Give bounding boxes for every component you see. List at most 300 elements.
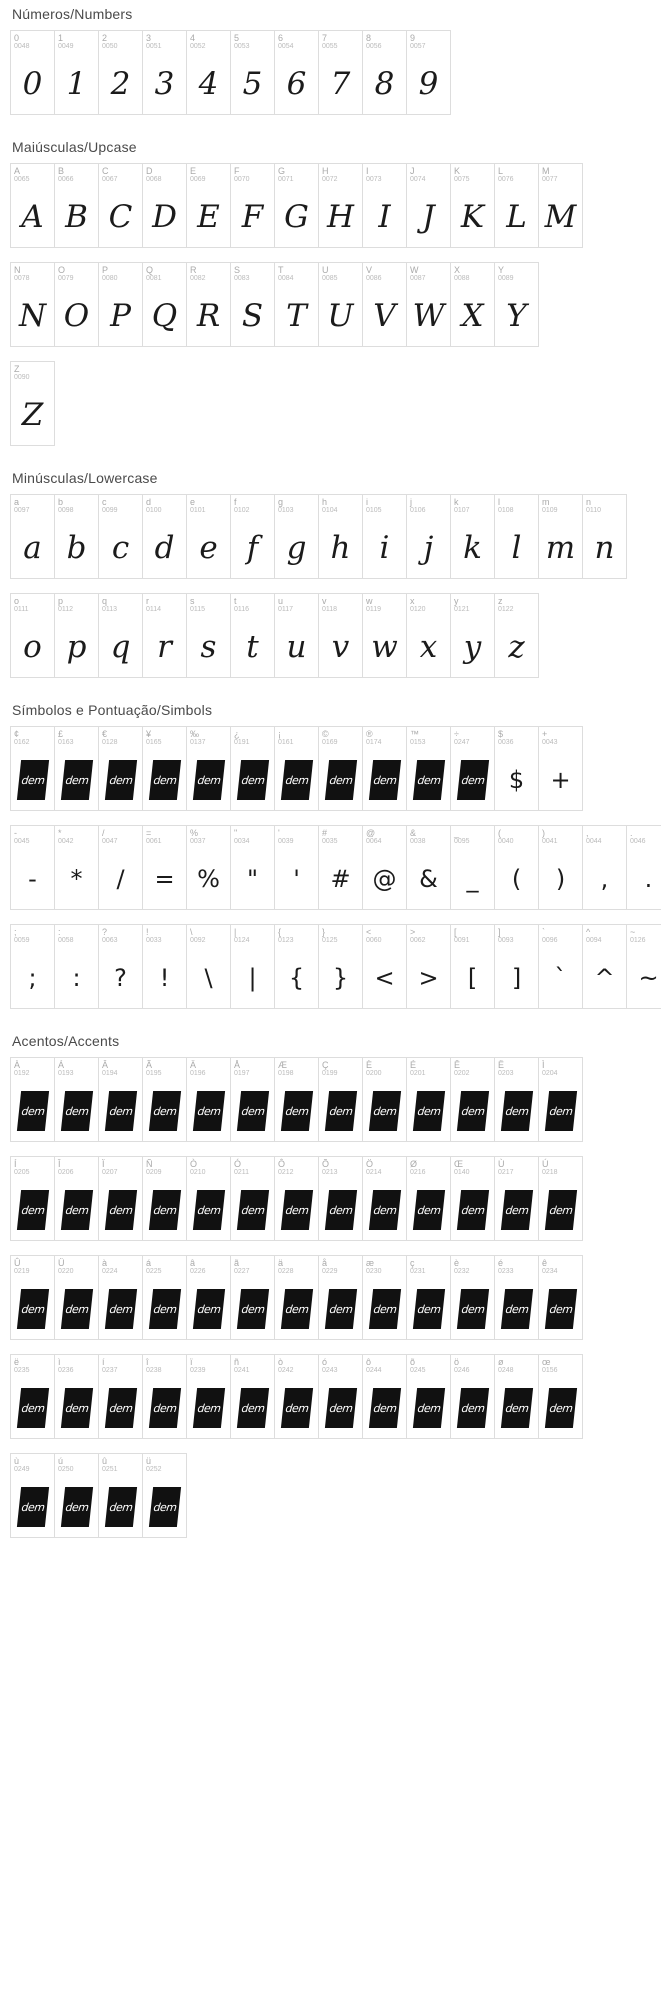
glyph-code-label: 0231: [410, 1268, 426, 1275]
glyph-cell[interactable]: [55, 495, 99, 579]
glyph-cell[interactable]: [99, 1454, 143, 1538]
glyph-cell[interactable]: [231, 1157, 275, 1241]
glyph-cell[interactable]: [187, 495, 231, 579]
notdef-box: dem: [544, 1091, 576, 1131]
glyph-cell[interactable]: [55, 1157, 99, 1241]
glyph-char-label: d: [146, 497, 152, 507]
glyph-cell[interactable]: [495, 1157, 539, 1241]
glyph-char-label: ®: [366, 729, 373, 739]
missing-glyph: [319, 753, 362, 807]
missing-glyph: [319, 1381, 362, 1435]
glyph-cell[interactable]: [363, 31, 407, 115]
glyph-cell[interactable]: [275, 31, 319, 115]
notdef-box: dem: [544, 1190, 576, 1230]
glyph-char-label: Ì: [542, 1060, 545, 1070]
glyph-code-label: 0110: [586, 507, 602, 514]
glyph-cell[interactable]: [99, 727, 143, 811]
glyph-cell[interactable]: [143, 31, 187, 115]
glyph-code-label: 0048: [14, 43, 30, 50]
glyph-preview: V: [373, 297, 396, 334]
glyph-cell[interactable]: [363, 164, 407, 248]
glyph-char-label: ;: [14, 927, 17, 937]
glyph-cell[interactable]: [495, 594, 539, 678]
glyph-code-label: 0093: [498, 937, 514, 944]
glyph-cell[interactable]: [451, 1157, 495, 1241]
glyph-cell[interactable]: [319, 31, 363, 115]
glyph-code-label: 0072: [322, 176, 338, 183]
glyph-cell[interactable]: [363, 1157, 407, 1241]
glyph-preview: D: [152, 198, 177, 235]
glyph-cell[interactable]: [451, 495, 495, 579]
glyph-cell[interactable]: [99, 495, 143, 579]
glyph-cell[interactable]: [11, 495, 55, 579]
glyph-cell[interactable]: [407, 1355, 451, 1439]
glyph-cell[interactable]: [231, 925, 275, 1009]
notdef-box: dem: [324, 1289, 356, 1329]
glyph-cell[interactable]: [231, 727, 275, 811]
glyph-cell[interactable]: [275, 925, 319, 1009]
glyph-cell[interactable]: [539, 164, 583, 248]
notdef-box: dem: [60, 760, 92, 800]
glyph-cell[interactable]: [495, 1058, 539, 1142]
notdef-box: dem: [104, 1190, 136, 1230]
glyph-char-label: 5: [234, 33, 240, 43]
glyph-preview: z: [508, 628, 525, 665]
glyph-cell[interactable]: [451, 164, 495, 248]
glyph-cell[interactable]: [451, 1256, 495, 1340]
glyph-cell[interactable]: [363, 925, 407, 1009]
glyph-cell[interactable]: [99, 1256, 143, 1340]
glyph-cell[interactable]: [451, 263, 495, 347]
glyph-cell[interactable]: [539, 826, 583, 910]
glyph-char-label: +: [542, 729, 548, 739]
glyph-cell[interactable]: [451, 826, 495, 910]
glyph-preview: 6: [286, 65, 307, 102]
glyph-code-label: 0042: [58, 838, 74, 845]
glyph-cell[interactable]: [55, 1058, 99, 1142]
glyph-cell[interactable]: [407, 1157, 451, 1241]
glyph-cell[interactable]: [451, 594, 495, 678]
glyph-code-label: 0116: [234, 606, 250, 613]
glyph-code-label: 0120: [410, 606, 426, 613]
glyph-cell[interactable]: [275, 495, 319, 579]
glyph-cell[interactable]: [231, 263, 275, 347]
glyph-cell[interactable]: [55, 164, 99, 248]
notdef-box: dem: [412, 1388, 444, 1428]
glyph-cell[interactable]: [319, 925, 363, 1009]
missing-glyph: [143, 753, 186, 807]
missing-glyph: [539, 1183, 582, 1237]
glyph-cell[interactable]: [99, 925, 143, 1009]
glyph-cell[interactable]: [407, 594, 451, 678]
glyph-cell[interactable]: [231, 826, 275, 910]
glyph-cell[interactable]: [187, 31, 231, 115]
glyph-char-label: c: [102, 497, 107, 507]
glyph-cell[interactable]: [11, 1058, 55, 1142]
glyph-cell[interactable]: [187, 826, 231, 910]
glyph-cell[interactable]: [407, 925, 451, 1009]
glyph-char-label: W: [410, 265, 419, 275]
glyph-code-label: 0250: [58, 1466, 74, 1473]
glyph-cell[interactable]: [55, 826, 99, 910]
glyph-cell[interactable]: [539, 1256, 583, 1340]
notdef-box: dem: [412, 760, 444, 800]
glyph-cell[interactable]: [407, 727, 451, 811]
glyph-cell[interactable]: [11, 826, 55, 910]
glyph-char-label: ì: [58, 1357, 61, 1367]
notdef-box: dem: [412, 1091, 444, 1131]
glyph-char-label: ': [278, 828, 280, 838]
glyph-code-label: 0109: [542, 507, 558, 514]
glyph-cell[interactable]: [363, 1256, 407, 1340]
glyph-code-label: 0124: [234, 937, 250, 944]
glyph-cell[interactable]: [55, 1256, 99, 1340]
glyph-cell[interactable]: [319, 826, 363, 910]
glyph-row-accents-4: [10, 1354, 583, 1439]
glyph-row-uppercase-3: [10, 361, 55, 446]
glyph-code-label: 0230: [366, 1268, 382, 1275]
glyph-cell[interactable]: [319, 1355, 363, 1439]
notdef-box: dem: [236, 1289, 268, 1329]
glyph-code-label: 0122: [498, 606, 514, 613]
glyph-preview: a: [23, 529, 42, 566]
glyph-cell[interactable]: [187, 1355, 231, 1439]
glyph-cell[interactable]: [275, 164, 319, 248]
glyph-code-label: 0107: [454, 507, 470, 514]
glyph-cell[interactable]: [11, 1256, 55, 1340]
glyph-cell[interactable]: [583, 925, 627, 1009]
glyph-char-label: J: [410, 166, 415, 176]
glyph-cell[interactable]: [231, 495, 275, 579]
glyph-code-label: 0206: [58, 1169, 74, 1176]
glyph-cell[interactable]: [319, 1058, 363, 1142]
missing-glyph: [55, 1282, 98, 1336]
glyph-preview: W: [412, 297, 445, 334]
glyph-char-label: /: [102, 828, 105, 838]
glyph-preview: L: [506, 198, 527, 235]
glyph-char-label: V: [366, 265, 373, 275]
glyph-cell[interactable]: [143, 594, 187, 678]
notdef-box: dem: [456, 1388, 488, 1428]
glyph-cell[interactable]: [143, 1157, 187, 1241]
glyph-cell[interactable]: [55, 263, 99, 347]
glyph-char-label: ©: [322, 729, 329, 739]
glyph-code-label: 0236: [58, 1367, 74, 1374]
glyph-cell[interactable]: [99, 263, 143, 347]
glyph-preview: :: [72, 964, 81, 992]
glyph-cell[interactable]: [495, 164, 539, 248]
glyph-cell[interactable]: [55, 1355, 99, 1439]
glyph-preview: k: [463, 529, 482, 566]
glyph-cell[interactable]: [187, 925, 231, 1009]
glyph-char-label: a: [14, 497, 20, 507]
glyph-cell[interactable]: [55, 1454, 99, 1538]
glyph-cell[interactable]: [539, 925, 583, 1009]
notdef-box: dem: [148, 1289, 180, 1329]
glyph-cell[interactable]: [495, 1256, 539, 1340]
glyph-cell[interactable]: [363, 1355, 407, 1439]
glyph-cell[interactable]: [539, 727, 583, 811]
glyph-cell[interactable]: [187, 594, 231, 678]
glyph-char-label: ê: [542, 1258, 548, 1268]
glyph-code-label: 0095: [454, 838, 470, 845]
glyph-code-label: 0063: [102, 937, 118, 944]
notdef-box: dem: [236, 760, 268, 800]
glyph-cell[interactable]: [143, 495, 187, 579]
glyph-cell[interactable]: [319, 1157, 363, 1241]
glyph-preview: n: [594, 529, 615, 566]
glyph-cell[interactable]: [539, 1058, 583, 1142]
glyph-cell[interactable]: [11, 263, 55, 347]
glyph-cell[interactable]: [495, 495, 539, 579]
glyph-cell[interactable]: [187, 263, 231, 347]
glyph-code-label: 0082: [190, 275, 206, 282]
glyph-preview: <: [374, 964, 395, 992]
glyph-cell[interactable]: [275, 1355, 319, 1439]
glyph-code-label: 0105: [366, 507, 382, 514]
glyph-char-label: Ø: [410, 1159, 418, 1169]
glyph-code-label: 0241: [234, 1367, 250, 1374]
glyph-cell[interactable]: [143, 1058, 187, 1142]
glyph-char-label: q: [102, 596, 108, 606]
glyph-cell[interactable]: [275, 1058, 319, 1142]
glyph-cell[interactable]: [407, 1058, 451, 1142]
glyph-cell[interactable]: [187, 727, 231, 811]
glyph-cell[interactable]: [495, 263, 539, 347]
glyph-preview: +: [550, 766, 571, 794]
glyph-cell[interactable]: [11, 1157, 55, 1241]
glyph-cell[interactable]: [275, 727, 319, 811]
glyph-cell[interactable]: [451, 1355, 495, 1439]
glyph-cell[interactable]: [187, 1157, 231, 1241]
glyph-cell[interactable]: [407, 31, 451, 115]
glyph-preview: h: [330, 529, 351, 566]
glyph-cell[interactable]: [451, 925, 495, 1009]
glyph-char-label: å: [322, 1258, 328, 1268]
notdef-box: dem: [148, 1190, 180, 1230]
glyph-cell[interactable]: [143, 826, 187, 910]
glyph-cell[interactable]: [407, 1256, 451, 1340]
glyph-row-accents-2: [10, 1156, 583, 1241]
missing-glyph: [55, 753, 98, 807]
glyph-preview: K: [460, 198, 485, 235]
glyph-code-label: 0153: [410, 739, 426, 746]
glyph-cell[interactable]: [319, 1256, 363, 1340]
missing-glyph: [11, 1381, 54, 1435]
glyph-cell[interactable]: [187, 164, 231, 248]
glyph-cell[interactable]: [99, 31, 143, 115]
glyph-cell[interactable]: [583, 495, 627, 579]
glyph-cell[interactable]: [99, 826, 143, 910]
glyph-cell[interactable]: [539, 495, 583, 579]
glyph-cell[interactable]: [55, 31, 99, 115]
glyph-cell[interactable]: [143, 1256, 187, 1340]
glyph-cell[interactable]: [363, 727, 407, 811]
glyph-cell[interactable]: [363, 826, 407, 910]
glyph-cell[interactable]: [275, 263, 319, 347]
glyph-cell[interactable]: [319, 495, 363, 579]
glyph-cell[interactable]: [495, 727, 539, 811]
glyph-code-label: 0060: [366, 937, 382, 944]
glyph-code-label: 0246: [454, 1367, 470, 1374]
glyph-code-label: 0191: [234, 739, 250, 746]
glyph-cell[interactable]: [583, 826, 627, 910]
notdef-box: dem: [104, 760, 136, 800]
notdef-box: dem: [16, 1487, 48, 1527]
glyph-code-label: 0214: [366, 1169, 382, 1176]
glyph-char-label: î: [146, 1357, 149, 1367]
glyph-cell[interactable]: [143, 164, 187, 248]
glyph-cell[interactable]: [143, 727, 187, 811]
glyph-cell[interactable]: [539, 1157, 583, 1241]
glyph-code-label: 0108: [498, 507, 514, 514]
glyph-code-label: 0228: [278, 1268, 294, 1275]
glyph-cell[interactable]: [143, 1454, 187, 1538]
notdef-box: dem: [236, 1190, 268, 1230]
glyph-cell[interactable]: [231, 1058, 275, 1142]
notdef-box: dem: [16, 1091, 48, 1131]
glyph-code-label: 0234: [542, 1268, 558, 1275]
glyph-cell[interactable]: [495, 1355, 539, 1439]
glyph-cell[interactable]: [275, 1157, 319, 1241]
glyph-cell[interactable]: [451, 727, 495, 811]
glyph-preview: ^: [594, 964, 615, 992]
notdef-box: dem: [192, 1091, 224, 1131]
glyph-cell[interactable]: [11, 1454, 55, 1538]
notdef-box: dem: [192, 760, 224, 800]
glyph-cell[interactable]: [11, 727, 55, 811]
glyph-code-label: 0089: [498, 275, 514, 282]
glyph-cell[interactable]: [495, 826, 539, 910]
glyph-cell[interactable]: [55, 594, 99, 678]
glyph-preview: F: [241, 198, 264, 235]
glyph-code-label: 0068: [146, 176, 162, 183]
glyph-row-lowercase-2: [10, 593, 539, 678]
glyph-cell[interactable]: [187, 1058, 231, 1142]
glyph-code-label: 0040: [498, 838, 514, 845]
glyph-char-label: &: [410, 828, 417, 838]
glyph-cell[interactable]: [99, 164, 143, 248]
glyph-preview: j: [423, 529, 434, 566]
glyph-char-label: F: [234, 166, 240, 176]
glyph-cell[interactable]: [11, 362, 55, 446]
glyph-cell[interactable]: [231, 31, 275, 115]
glyph-char-label: Ô: [278, 1159, 286, 1169]
glyph-cell[interactable]: [539, 1355, 583, 1439]
glyph-char-label: i: [366, 497, 368, 507]
glyph-cell[interactable]: [363, 495, 407, 579]
missing-glyph: [187, 1183, 230, 1237]
glyph-cell[interactable]: [407, 826, 451, 910]
glyph-cell[interactable]: [363, 263, 407, 347]
glyph-cell[interactable]: [319, 594, 363, 678]
glyph-code-label: 0224: [102, 1268, 118, 1275]
glyph-code-label: 0162: [14, 739, 30, 746]
glyph-char-label: B: [58, 166, 65, 176]
glyph-cell[interactable]: [11, 1355, 55, 1439]
glyph-cell[interactable]: [99, 1058, 143, 1142]
glyph-cell[interactable]: [11, 31, 55, 115]
glyph-preview: d: [154, 529, 175, 566]
glyph-char-label: [: [454, 927, 457, 937]
glyph-cell[interactable]: [11, 594, 55, 678]
glyph-code-label: 0161: [278, 739, 294, 746]
notdef-box: dem: [412, 1190, 444, 1230]
glyph-preview: ,: [600, 865, 609, 893]
glyph-cell[interactable]: [231, 164, 275, 248]
glyph-cell[interactable]: [143, 263, 187, 347]
glyph-code-label: 0117: [278, 606, 294, 613]
notdef-box: dem: [192, 1388, 224, 1428]
glyph-code-label: 0165: [146, 739, 162, 746]
glyph-cell[interactable]: [275, 1256, 319, 1340]
glyph-cell[interactable]: [231, 1355, 275, 1439]
glyph-cell[interactable]: [407, 495, 451, 579]
glyph-code-label: 0249: [14, 1466, 30, 1473]
glyph-cell[interactable]: [275, 594, 319, 678]
glyph-preview: 4: [198, 65, 219, 102]
glyph-char-label: ?: [102, 927, 108, 937]
glyph-cell[interactable]: [363, 594, 407, 678]
glyph-cell[interactable]: [319, 263, 363, 347]
glyph-cell[interactable]: [319, 164, 363, 248]
glyph-cell[interactable]: [495, 925, 539, 1009]
glyph-cell[interactable]: [99, 1355, 143, 1439]
glyph-preview: A: [21, 198, 44, 235]
glyph-cell[interactable]: [627, 826, 661, 910]
glyph-code-label: 0090: [14, 374, 30, 381]
notdef-box: dem: [368, 760, 400, 800]
glyph-char-label: M: [542, 166, 550, 176]
notdef-box: dem: [104, 1487, 136, 1527]
glyph-preview: y: [463, 628, 482, 665]
glyph-cell[interactable]: [363, 1058, 407, 1142]
glyph-cell[interactable]: [407, 164, 451, 248]
glyph-preview: U: [327, 297, 354, 334]
glyph-cell[interactable]: [55, 925, 99, 1009]
missing-glyph: [407, 1381, 450, 1435]
glyph-code-label: 0156: [542, 1367, 558, 1374]
glyph-cell[interactable]: [11, 164, 55, 248]
glyph-char-label: ^: [586, 927, 591, 937]
glyph-code-label: 0233: [498, 1268, 514, 1275]
glyph-cell[interactable]: [99, 1157, 143, 1241]
glyph-cell[interactable]: [627, 925, 661, 1009]
glyph-cell[interactable]: [231, 1256, 275, 1340]
glyph-cell[interactable]: [319, 727, 363, 811]
glyph-cell[interactable]: [407, 263, 451, 347]
notdef-box: dem: [16, 760, 48, 800]
glyph-char-label: Q: [146, 265, 154, 275]
glyph-char-label: à: [102, 1258, 108, 1268]
glyph-row-uppercase-1: [10, 163, 583, 248]
glyph-cell[interactable]: [143, 1355, 187, 1439]
glyph-char-label: v: [322, 596, 327, 606]
glyph-cell[interactable]: [451, 1058, 495, 1142]
glyph-cell[interactable]: [275, 826, 319, 910]
glyph-cell[interactable]: [11, 925, 55, 1009]
glyph-preview: Q: [151, 297, 178, 334]
glyph-preview: x: [419, 628, 438, 665]
glyph-cell[interactable]: [55, 727, 99, 811]
glyph-cell[interactable]: [99, 594, 143, 678]
missing-glyph: [495, 1381, 538, 1435]
glyph-cell[interactable]: [143, 925, 187, 1009]
glyph-cell[interactable]: [187, 1256, 231, 1340]
glyph-char-label: S: [234, 265, 241, 275]
glyph-cell[interactable]: [231, 594, 275, 678]
missing-glyph: [363, 1282, 406, 1336]
